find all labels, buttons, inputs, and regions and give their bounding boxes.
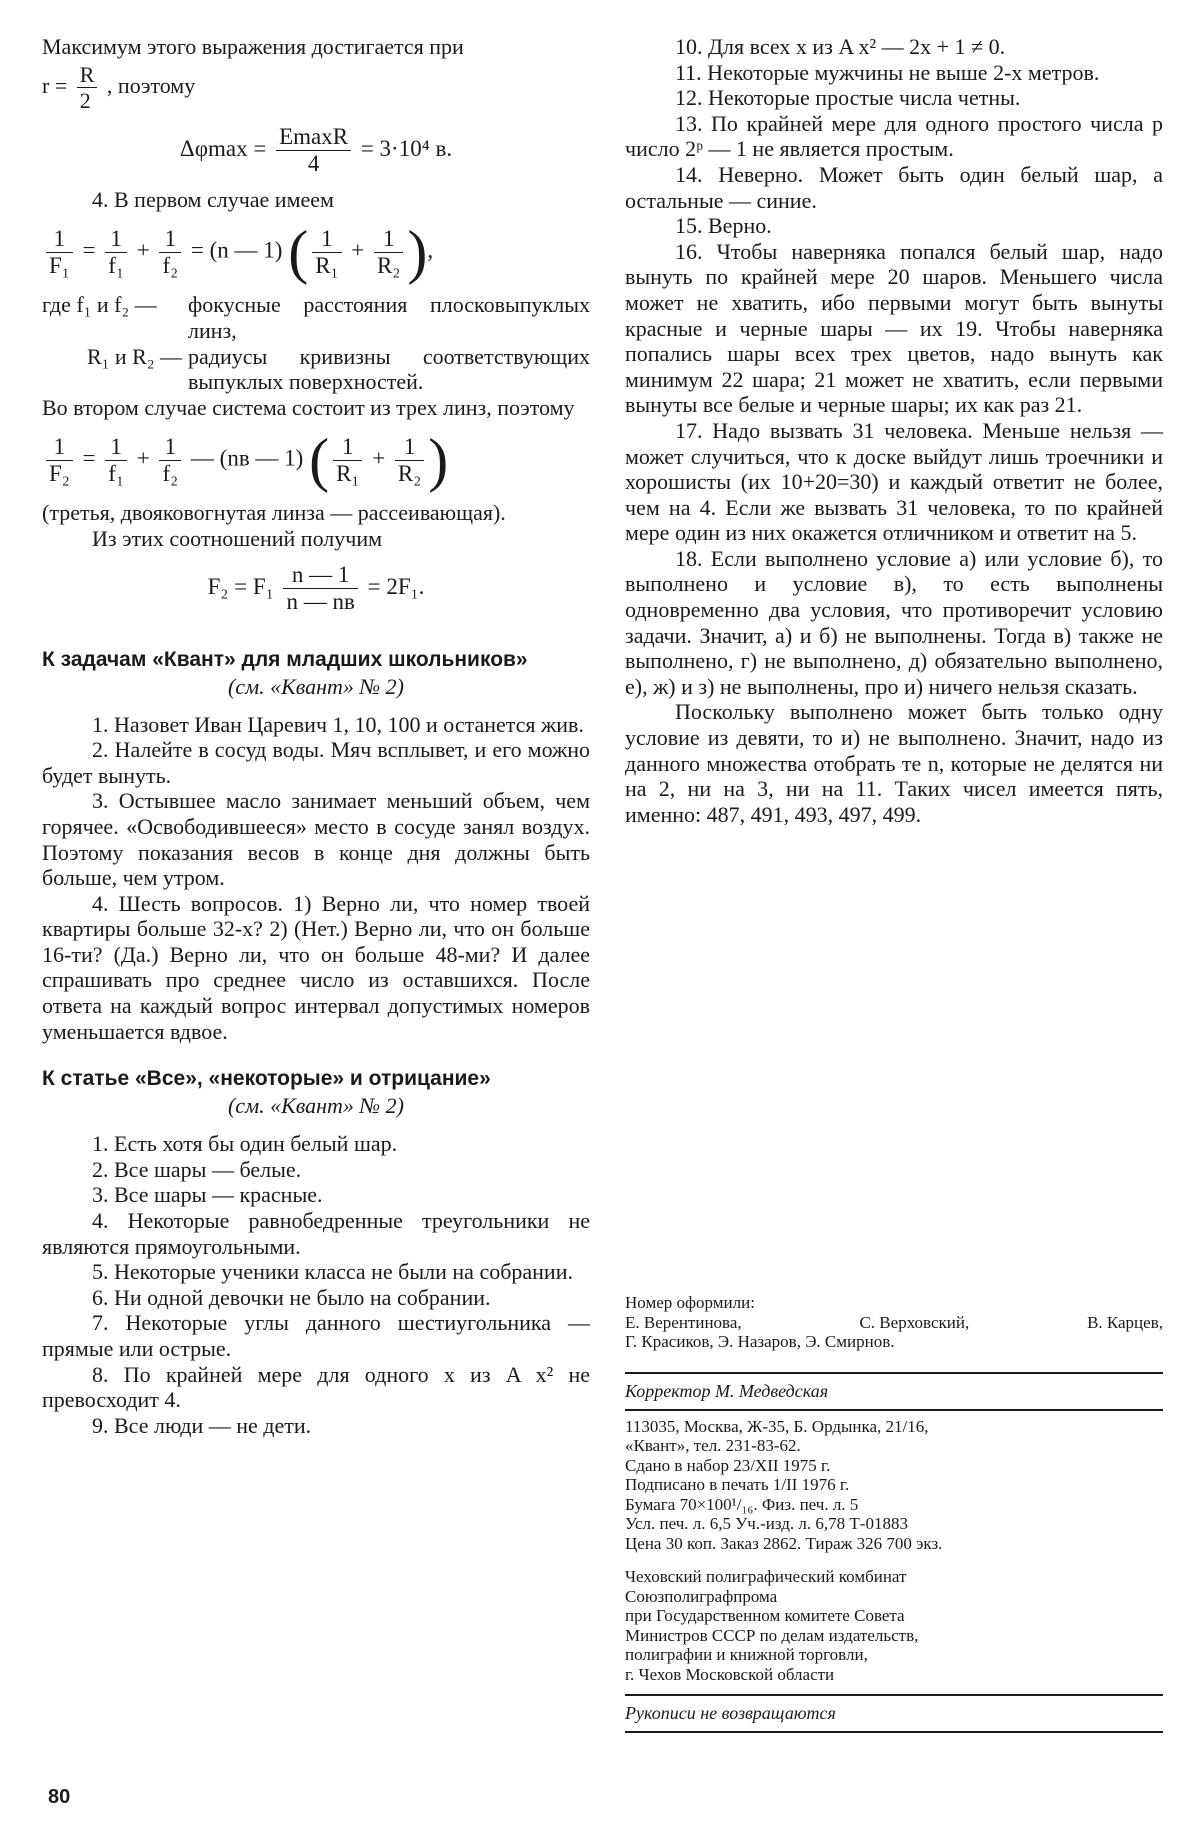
answer-item: 4. Шесть вопросов. 1) Верно ли, что номер твоей квартиры больше 32-х? 2) (Нет.) Верно ли, что он больше 16-ти? (Да.) Верно ли, что он больше 48-ми? И далее спрашивать про среднее число из оставшихся. После ответа на каждый вопрос интервал допустимых номеров уменьшается вдвое. — [42, 890, 590, 1044]
definition-r: R₁ и R₂ — радиусы кривизны соответствующих выпуклых поверхностей. — [87, 343, 590, 395]
answer-item: 15. Верно. — [675, 213, 772, 239]
answer-item: 2. Все шары — белые. — [92, 1156, 302, 1182]
r-equation: r = $\frac{R}{2}$ , поэтому — [42, 61, 196, 114]
answer-item: 6. Ни одной девочки не было на собрании. — [92, 1284, 491, 1310]
intro-text: Максимум этого выражения достигается при — [42, 34, 464, 59]
lens-formula-2: $\frac{1}{\text{F₂}}$ = $\frac{1}{\text{f₁}}$ + $\frac{1}{\text{f₂}}$ — (nв — 1) ( $\frac{1}{\text{R₁}}$ + $\frac{1}{\text{R₂}}$ ) — [42, 430, 590, 490]
answer-item: 12. Некоторые простые числа четны. — [675, 85, 1021, 111]
designed-by-label: Номер оформили: — [625, 1293, 755, 1312]
answer-item: 16. Чтобы наверняка попался белый шар, надо вынуть по крайней мере 20 шаров. Меньшего числа может не хватить, ибо первыми могут быть вынуты красные и черные шары — их 19. Чтобы наверняка попались шары всех трех цветов, надо вынуть как минимум 22 шара; 21 может не хватить, если первыми вынуты все белые и черные шары; их как раз 21. — [625, 238, 1163, 418]
answer-item: 1. Есть хотя бы один белый шар. — [92, 1131, 398, 1157]
detail-line: «Квант», тел. 231-83-62. — [625, 1436, 801, 1455]
answer-item: 11. Некоторые мужчины не выше 2-х метров. — [675, 59, 1100, 85]
section1-title: К задачам «Квант» для младших школьников» — [42, 647, 528, 671]
section1-ref: (см. «Квант» № 2) — [227, 673, 404, 699]
answer-item: 14. Неверно. Может быть один белый шар, а остальные — синие. — [625, 161, 1163, 213]
section2-title: К статье «Все», «некоторые» и отрицание» — [42, 1067, 491, 1091]
printer-line: Чеховский полиграфический комбинат — [625, 1567, 907, 1586]
detail-line: Усл. печ. л. 6,5 Уч.-изд. л. 6,78 Т-01883 — [625, 1514, 908, 1533]
final-formula: F₂ = F₁ $\frac{n — 1}{n — nв}$ = 2F₁. — [207, 561, 425, 614]
divider — [625, 1372, 1163, 1374]
answer-item: 1. Назовет Иван Царевич 1, 10, 100 и останется жив. — [92, 711, 584, 737]
left-column — [42, 34, 590, 1438]
answer-item: 4. Некоторые равнобедренные треугольники не являются прямоугольными. — [42, 1208, 590, 1259]
divider — [625, 1694, 1163, 1696]
answers-list — [625, 34, 1163, 827]
answer-item: 17. Надо вызвать 31 человека. Меньше нельзя — может случиться, что к доске выйдут лишь троечники и хорошисты (их 10+20=30) и каждый ответит не более, чем на 4. Если же вызвать 31 человека, то по крайней мере один из них окажется отличником и ответит на 5. — [625, 417, 1163, 546]
right-column — [625, 34, 1163, 827]
answer-item: 7. Некоторые углы данного шестиугольника — прямые или острые. — [42, 1310, 590, 1361]
third-lens-note: (третья, двояковогнутая линза — рассеивающая). — [42, 500, 506, 526]
lens-formula-1: $\frac{1}{\text{F₁}}$ = $\frac{1}{\text{f₁}}$ + $\frac{1}{\text{f₂}}$ = (n — 1) ( $\frac{1}{\text{R₁}}$ + $\frac{1}{\text{R₂}}$ ), — [42, 222, 590, 282]
detail-line: Бумага 70×100¹/₁₆. Физ. печ. л. 5 — [625, 1494, 859, 1514]
answer-item: 3. Все шары — красные. — [92, 1182, 323, 1208]
page-number: 80 — [48, 1786, 71, 1808]
divider — [625, 1731, 1163, 1733]
printer-line: полиграфии и книжной торговли, — [625, 1645, 868, 1664]
printer-line: Министров СССР по делам издательств, — [625, 1625, 919, 1645]
answer-item: 3. Остывшее масло занимает меньший объем, чем горячее. «Освободившееся» место в сосуде занял воздух. Поэтому показания весов в конце дня должны быть больше, чем утром. — [42, 788, 590, 891]
answer-item: Поскольку выполнено может быть только одну условие из девяти, то и) не выполнено. Значит, надо из данного множества отобрать те n, которые не делятся ни на 2, ни на 3, ни на 11. Таких чисел имеется пять, именно: 487, 491, 493, 497, 499. — [625, 699, 1163, 827]
answer-item: 9. Все люди — не дети. — [92, 1412, 312, 1438]
printer-line: при Государственном комитете Совета — [625, 1606, 905, 1625]
r-fraction: $\frac{R}{2}$ — [77, 62, 98, 114]
answer-item: 2. Налейте в сосуд воды. Мяч всплывет, и его можно будет вынуть. — [42, 737, 590, 788]
designers-row-2: Г. Красиков, Э. Назаров, Э. Смирнов. — [625, 1332, 895, 1351]
printer-line: г. Чехов Московской области — [625, 1664, 835, 1684]
second-case-text: Во втором случае система состоит из трех линз, поэтому — [42, 394, 575, 420]
detail-line: 113035, Москва, Ж-35, Б. Ордынка, 21/16, — [625, 1416, 929, 1436]
section1-list — [42, 712, 590, 1045]
publication-details — [625, 1417, 1163, 1554]
section2-ref: (см. «Квант» № 2) — [227, 1093, 404, 1119]
answer-item: 13. По крайней мере для одного простого числа p число 2ᵖ — 1 не является простым. — [625, 110, 1163, 162]
definition-f: где f₁ и f₂ — фокусные расстояния плосковыпуклых линз, — [42, 292, 590, 343]
answer-item: 5. Некоторые ученики класса не были на собрании. — [92, 1259, 573, 1285]
divider — [625, 1409, 1163, 1411]
section2-list — [42, 1131, 590, 1438]
dphi-formula: Δφmax = $\frac{EmaxR}{4}$ = 3·10⁴ в. — [179, 123, 453, 176]
colophon — [625, 1293, 1163, 1739]
answer-item: 10. Для всех x из A x² — 2x + 1 ≠ 0. — [675, 34, 1006, 59]
answer-item: 8. По крайней мере для одного x из A x² не превосходит 4. — [42, 1361, 590, 1413]
printer-line: Союзполиграфпрома — [625, 1586, 778, 1606]
detail-line: Подписано в печать 1/II 1976 г. — [625, 1475, 850, 1494]
corrector-line: Корректор М. Медведская — [625, 1380, 829, 1401]
designers-row-1: Е. Верентинова, С. Верховский, В. Карцев, — [625, 1312, 1163, 1332]
detail-line: Цена 30 коп. Заказ 2862. Тираж 326 700 экз. — [625, 1533, 943, 1553]
detail-line: Сдано в набор 23/XII 1975 г. — [625, 1455, 831, 1475]
manuscripts-note: Рукописи не возвращаются — [625, 1703, 836, 1723]
printer-details — [625, 1567, 1163, 1684]
case4-intro: 4. В первом случае имеем — [92, 186, 334, 212]
from-relations-text: Из этих соотношений получим — [92, 525, 383, 551]
answer-item: 18. Если выполнено условие а) или условие б), то выполнено и условие в), то есть выполнены одновременно два условия, что противоречит условию задачи. Значит, а) и б) не выполнены. Тогда в) также не выполнено, г) не выполнено, д) обязательно выполнено, е), ж) и з) не выполнены, про и) ничего нельзя сказать. — [625, 545, 1163, 699]
